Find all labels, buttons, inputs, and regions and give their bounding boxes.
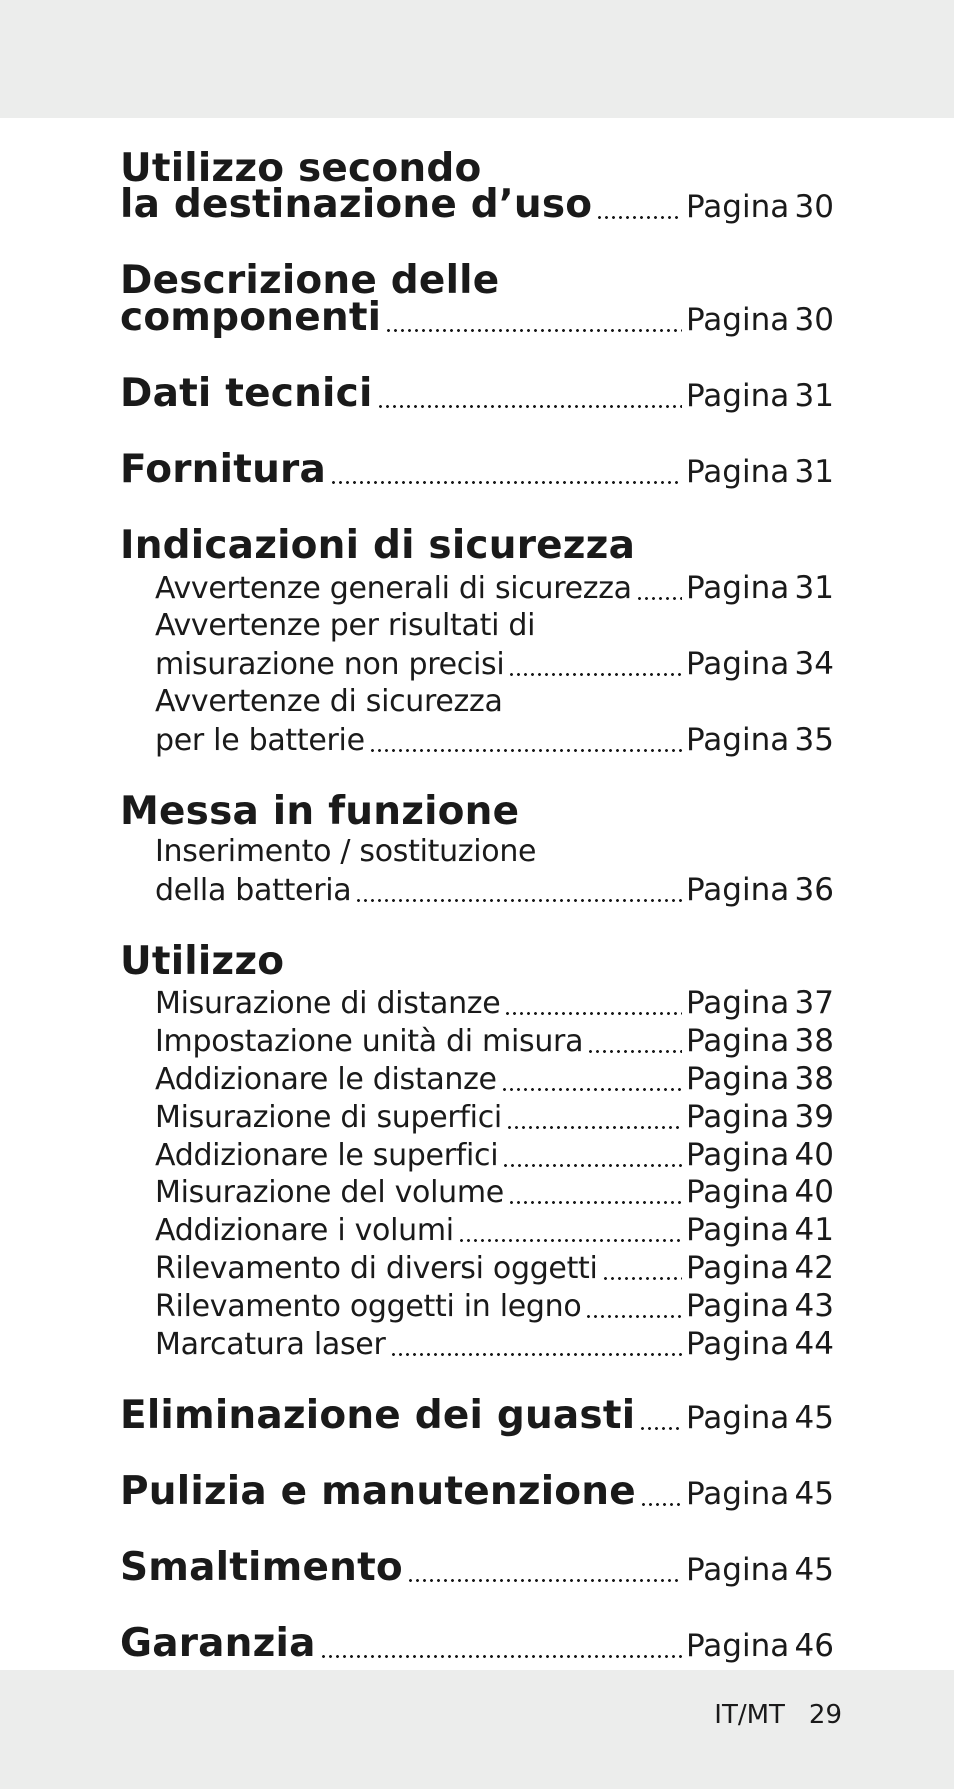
page-label: Pagina xyxy=(686,1061,790,1097)
toc-section[interactable] xyxy=(120,789,834,834)
toc-section[interactable] xyxy=(120,1621,834,1666)
entry-text: Addizionare i volumi xyxy=(155,1213,454,1248)
page-footer xyxy=(700,1700,842,1730)
page-number: 46 xyxy=(794,1628,834,1664)
page-label: Pagina xyxy=(686,985,790,1021)
page-number: 30 xyxy=(794,302,834,338)
page-number: 37 xyxy=(794,985,834,1021)
entry-text: Addizionare le superfici xyxy=(155,1138,499,1173)
dot-leader xyxy=(390,1342,683,1358)
section-title: Descrizione delle xyxy=(120,258,500,303)
page-number: 31 xyxy=(794,570,834,606)
entry-text: Marcatura laser xyxy=(155,1327,386,1362)
toc-section[interactable] xyxy=(120,295,834,340)
dot-leader xyxy=(508,662,682,678)
page-label: Pagina xyxy=(686,378,790,414)
toc-section[interactable] xyxy=(120,371,834,416)
page-number: 38 xyxy=(794,1023,834,1059)
page-number: 43 xyxy=(794,1288,834,1324)
dot-leader xyxy=(458,1228,682,1244)
toc-section[interactable] xyxy=(120,1545,834,1590)
entry-text: Misurazione di superfici xyxy=(155,1100,502,1135)
section-title: Messa in funzione xyxy=(120,789,520,834)
page-number: 38 xyxy=(794,1061,834,1097)
page-label: Pagina xyxy=(686,1400,790,1436)
page-label: Pagina xyxy=(686,1023,790,1059)
page-number: 39 xyxy=(794,1099,834,1135)
dot-leader xyxy=(369,738,682,754)
entry-text: Avvertenze generali di sicurezza xyxy=(155,571,632,606)
entry-text: Misurazione di distanze xyxy=(155,986,501,1021)
section-title: Utilizzo secondo xyxy=(120,146,482,191)
dot-leader xyxy=(504,1001,682,1017)
toc-subentry[interactable] xyxy=(155,1174,834,1210)
page-number: 42 xyxy=(794,1250,834,1286)
toc-section[interactable] xyxy=(120,523,834,568)
dot-leader xyxy=(508,1190,682,1206)
language-code: IT/MT xyxy=(714,1700,785,1730)
page-label: Pagina xyxy=(686,722,790,758)
toc-subentry[interactable] xyxy=(155,646,834,682)
page-number: 29 xyxy=(808,1700,842,1730)
entry-text: Avvertenze di sicurezza xyxy=(155,684,503,719)
toc-subentry[interactable] xyxy=(155,684,834,719)
toc-subentry[interactable] xyxy=(155,1250,834,1286)
toc-subentry[interactable] xyxy=(155,608,834,643)
toc-subentry[interactable] xyxy=(155,834,834,869)
page-label: Pagina xyxy=(686,1288,790,1324)
entry-text: per le batterie xyxy=(155,723,365,758)
table-of-contents xyxy=(120,0,834,1670)
page-label: Pagina xyxy=(686,1628,790,1664)
toc-subentry[interactable] xyxy=(155,872,834,908)
page-number: 31 xyxy=(794,454,834,490)
toc-subentry[interactable] xyxy=(155,1212,834,1248)
page-number: 41 xyxy=(794,1212,834,1248)
entry-text: della batteria xyxy=(155,873,352,908)
page-label: Pagina xyxy=(686,1552,790,1588)
section-title: Dati tecnici xyxy=(120,371,373,416)
dot-leader xyxy=(587,1039,682,1055)
entry-text: Inserimento / sostituzione xyxy=(155,834,537,869)
dot-leader xyxy=(585,1304,682,1320)
toc-subentry[interactable] xyxy=(155,1326,834,1362)
page-label: Pagina xyxy=(686,646,790,682)
page-label: Pagina xyxy=(686,1476,790,1512)
section-title: Fornitura xyxy=(120,447,326,492)
toc-subentry[interactable] xyxy=(155,1288,834,1324)
page-number: 40 xyxy=(794,1137,834,1173)
page-number: 40 xyxy=(794,1174,834,1210)
page-label: Pagina xyxy=(686,570,790,606)
page-label: Pagina xyxy=(686,1174,790,1210)
toc-subentry[interactable] xyxy=(155,1137,834,1173)
toc-subentry[interactable] xyxy=(155,722,834,758)
page-number: 44 xyxy=(794,1326,834,1362)
toc-section[interactable] xyxy=(120,939,834,984)
page-label: Pagina xyxy=(686,302,790,338)
section-title: componenti xyxy=(120,295,382,340)
dot-leader xyxy=(330,470,682,486)
page-number: 45 xyxy=(794,1552,834,1588)
dot-leader xyxy=(640,1492,682,1508)
page-label: Pagina xyxy=(686,1326,790,1362)
page-number: 35 xyxy=(794,722,834,758)
entry-text: misurazione non precisi xyxy=(155,647,505,682)
page-label: Pagina xyxy=(686,1099,790,1135)
entry-text: Addizionare le distanze xyxy=(155,1062,497,1097)
toc-section[interactable] xyxy=(120,447,834,492)
toc-subentry[interactable] xyxy=(155,1061,834,1097)
dot-leader xyxy=(636,586,682,602)
entry-text: Impostazione unità di misura xyxy=(155,1024,584,1059)
dot-leader xyxy=(385,318,682,334)
entry-text: Rilevamento oggetti in legno xyxy=(155,1289,582,1324)
toc-subentry[interactable] xyxy=(155,1023,834,1059)
entry-text: Misurazione del volume xyxy=(155,1175,504,1210)
dot-leader xyxy=(506,1115,682,1131)
toc-subentry[interactable] xyxy=(155,570,834,606)
dot-leader xyxy=(377,394,682,410)
page-label: Pagina xyxy=(686,1212,790,1248)
toc-section[interactable] xyxy=(120,1393,834,1438)
dot-leader xyxy=(502,1153,682,1169)
dot-leader xyxy=(602,1266,682,1282)
section-title: Utilizzo xyxy=(120,939,285,984)
entry-text: Avvertenze per risultati di xyxy=(155,608,536,643)
page-label: Pagina xyxy=(686,189,790,225)
toc-section[interactable] xyxy=(120,1469,834,1514)
section-title: Eliminazione dei guasti xyxy=(120,1393,636,1438)
section-title: Garanzia xyxy=(120,1621,316,1666)
dot-leader xyxy=(355,888,682,904)
page-number: 36 xyxy=(794,872,834,908)
page-label: Pagina xyxy=(686,1137,790,1173)
page-label: Pagina xyxy=(686,872,790,908)
page-label: Pagina xyxy=(686,1250,790,1286)
page-number: 31 xyxy=(794,378,834,414)
toc-subentry[interactable] xyxy=(155,985,834,1021)
dot-leader xyxy=(501,1077,682,1093)
dot-leader xyxy=(596,205,682,221)
section-title: la destinazione d’uso xyxy=(120,182,593,227)
page-number: 45 xyxy=(794,1476,834,1512)
page-label: Pagina xyxy=(686,454,790,490)
section-title: Indicazioni di sicurezza xyxy=(120,523,636,568)
section-title: Pulizia e manutenzione xyxy=(120,1469,636,1514)
dot-leader xyxy=(320,1644,682,1660)
dot-leader xyxy=(407,1568,682,1584)
entry-text: Rilevamento di diversi oggetti xyxy=(155,1251,598,1286)
toc-section[interactable] xyxy=(120,182,834,227)
toc-subentry[interactable] xyxy=(155,1099,834,1135)
page-number: 45 xyxy=(794,1400,834,1436)
section-title: Smaltimento xyxy=(120,1545,403,1590)
dot-leader xyxy=(639,1416,682,1432)
page-number: 30 xyxy=(794,189,834,225)
page-number: 34 xyxy=(794,646,834,682)
